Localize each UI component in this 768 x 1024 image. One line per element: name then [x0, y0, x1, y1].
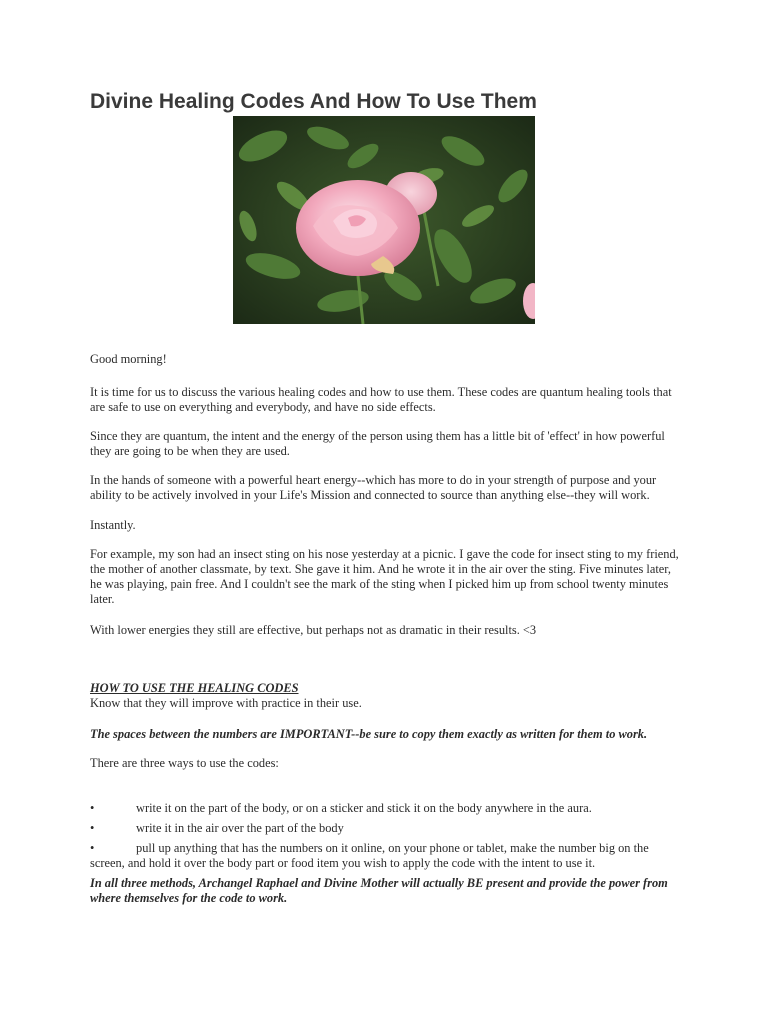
- list-item: [90, 821, 680, 836]
- bullet-icon: •: [90, 841, 95, 855]
- document-title: Divine Healing Codes And How To Use Them: [90, 90, 537, 113]
- paragraph-instantly: Instantly.: [90, 518, 136, 532]
- rose-photo: [233, 116, 535, 324]
- list-item: [90, 841, 680, 871]
- paragraph-lower-energies: With lower energies they still are effective, but perhaps not as dramatic in their results. <3: [90, 623, 537, 637]
- closing-note: In all three methods, Archangel Raphael and Divine Mother will actually BE present and provide the power from where themselves for the code to work.: [90, 876, 668, 905]
- list-item: [90, 801, 680, 816]
- section-heading: HOW TO USE THE HEALING CODES: [90, 681, 299, 695]
- paragraph-quantum: Since they are quantum, the intent and the energy of the person using them has a little bit of 'effect' in how powerful they are going to be when they are used.: [90, 429, 665, 458]
- important-note: The spaces between the numbers are IMPORTANT--be sure to copy them exactly as written for them to work.: [90, 727, 648, 741]
- list-item-text: pull up anything that has the numbers on it online, on your phone or tablet, make the number big on the screen, and hold it over the body part or food item you wish to apply the code with the intent to use it.: [90, 841, 649, 870]
- list-item-text: write it in the air over the part of the body: [136, 821, 344, 835]
- paragraph-intro: It is time for us to discuss the various healing codes and how to use them. These codes are quantum healing tools that are safe to use on everything and everybody, and have no side effects.: [90, 385, 672, 414]
- bullet-icon: •: [90, 801, 95, 815]
- greeting: Good morning!: [90, 352, 167, 366]
- list-item-text: write it on the part of the body, or on a sticker and stick it on the body anywhere in the aura.: [136, 801, 592, 815]
- bullet-icon: •: [90, 821, 95, 835]
- ways-intro: There are three ways to use the codes:: [90, 756, 279, 770]
- paragraph-example: For example, my son had an insect sting on his nose yesterday at a picnic. I gave the code for insect sting to my friend, the mother of another classmate, by text. She gave it him. And he wrote it in the air over the sting. Five minutes later, he was playing, pain free. And I couldn't see the mark of the sting when I picked him up from school twenty minutes later.: [90, 547, 679, 606]
- methods-list: [90, 801, 680, 876]
- paragraph-heart-energy: In the hands of someone with a powerful heart energy--which has more to do in your strength of purpose and your ability to be actively involved in your Life's Mission and connected to source than anything else--they will work.: [90, 473, 657, 502]
- section-intro: Know that they will improve with practice in their use.: [90, 696, 362, 710]
